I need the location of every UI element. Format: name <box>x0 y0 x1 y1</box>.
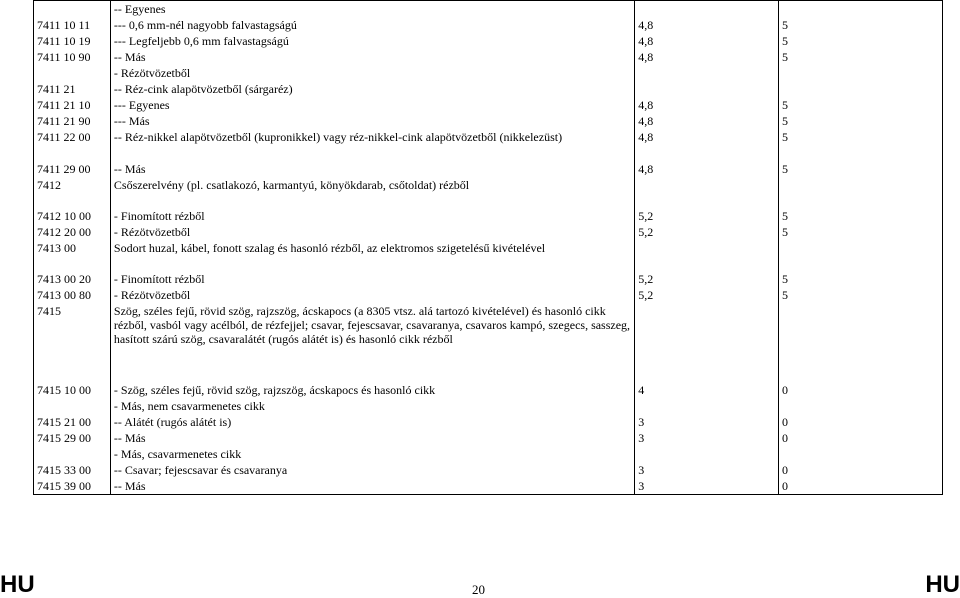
description-cell: - Rézötvözetből <box>110 224 634 240</box>
description-cell: - Rézötvözetből <box>110 65 634 81</box>
cn-code-cell: 7411 10 11 <box>34 17 111 33</box>
duty-rate-cell: 5,2 <box>635 208 779 224</box>
cn-code-cell: 7411 21 10 <box>34 97 111 113</box>
cn-code-cell: 7411 29 00 <box>34 161 111 177</box>
cn-code-cell <box>34 398 111 414</box>
category-cell: 5 <box>779 287 943 303</box>
cn-code-cell: 7411 21 90 <box>34 113 111 129</box>
table-row <box>34 97 943 113</box>
duty-rate-cell <box>635 177 779 208</box>
table-row <box>34 177 943 208</box>
tariff-table-body <box>34 1 943 495</box>
description-cell: -- Egyenes <box>110 1 634 18</box>
category-cell <box>779 1 943 18</box>
category-cell <box>779 446 943 462</box>
category-cell: 5 <box>779 224 943 240</box>
duty-rate-cell <box>635 398 779 414</box>
duty-rate-cell: 3 <box>635 430 779 446</box>
table-row <box>34 303 943 382</box>
duty-rate-cell <box>635 303 779 382</box>
footer-language-code-left: HU <box>0 571 35 598</box>
table-row <box>34 81 943 97</box>
table-row <box>34 240 943 271</box>
cn-code-cell <box>34 1 111 18</box>
table-row <box>34 1 943 18</box>
category-cell <box>779 177 943 208</box>
table-row <box>34 129 943 161</box>
table-row <box>34 462 943 478</box>
description-cell: - Szög, széles fejű, rövid szög, rajzszög, ácskapocs és hasonló cikk <box>110 382 634 398</box>
duty-rate-cell <box>635 446 779 462</box>
cn-code-cell: 7411 10 90 <box>34 49 111 65</box>
category-cell: 0 <box>779 382 943 398</box>
duty-rate-cell <box>635 81 779 97</box>
category-cell: 5 <box>779 271 943 287</box>
cn-code-cell: 7413 00 80 <box>34 287 111 303</box>
table-row <box>34 17 943 33</box>
description-cell: - Rézötvözetből <box>110 287 634 303</box>
table-row <box>34 414 943 430</box>
duty-rate-cell: 5,2 <box>635 287 779 303</box>
duty-rate-cell: 4,8 <box>635 129 779 161</box>
cn-code-cell: 7411 21 <box>34 81 111 97</box>
cn-code-cell: 7415 29 00 <box>34 430 111 446</box>
description-cell: -- Más <box>110 478 634 495</box>
duty-rate-cell: 5,2 <box>635 271 779 287</box>
table-row <box>34 224 943 240</box>
category-cell: 5 <box>779 208 943 224</box>
duty-rate-cell: 4,8 <box>635 33 779 49</box>
cn-code-cell: 7415 <box>34 303 111 382</box>
description-cell: --- Más <box>110 113 634 129</box>
table-row <box>34 446 943 462</box>
tariff-table <box>33 0 943 495</box>
footer-language-code-right: HU <box>925 571 960 598</box>
duty-rate-cell: 4,8 <box>635 161 779 177</box>
table-row <box>34 398 943 414</box>
category-cell <box>779 65 943 81</box>
category-cell: 5 <box>779 161 943 177</box>
description-cell: --- 0,6 mm-nél nagyobb falvastagságú <box>110 17 634 33</box>
duty-rate-cell <box>635 65 779 81</box>
cn-code-cell <box>34 65 111 81</box>
description-cell: Szög, széles fejű, rövid szög, rajzszög, ácskapocs (a 8305 vtsz. alá tartozó kivételével) és hasonló cikk rézből, vasból vagy acélból, de rézfejjel; csavar, fejescsavar, csavaranya, csavaros kampó, szegecs, sasszeg, hasított szárú szög, csavaralátét (rugós alátét is) és hasonló cikk rézből <box>110 303 634 382</box>
duty-rate-cell: 5,2 <box>635 224 779 240</box>
duty-rate-cell: 4,8 <box>635 17 779 33</box>
category-cell: 0 <box>779 462 943 478</box>
duty-rate-cell: 4 <box>635 382 779 398</box>
category-cell <box>779 303 943 382</box>
category-cell: 0 <box>779 430 943 446</box>
cn-code-cell: 7411 22 00 <box>34 129 111 161</box>
table-row <box>34 49 943 65</box>
cn-code-cell: 7415 10 00 <box>34 382 111 398</box>
table-row <box>34 382 943 398</box>
description-cell: - Más, csavarmenetes cikk <box>110 446 634 462</box>
table-row <box>34 113 943 129</box>
cn-code-cell: 7412 20 00 <box>34 224 111 240</box>
table-row <box>34 271 943 287</box>
table-row <box>34 65 943 81</box>
duty-rate-cell: 3 <box>635 462 779 478</box>
table-row <box>34 430 943 446</box>
category-cell: 5 <box>779 97 943 113</box>
description-cell: --- Legfeljebb 0,6 mm falvastagságú <box>110 33 634 49</box>
cn-code-cell: 7415 21 00 <box>34 414 111 430</box>
cn-code-cell: 7415 33 00 <box>34 462 111 478</box>
category-cell <box>779 398 943 414</box>
table-row <box>34 478 943 495</box>
category-cell: 5 <box>779 17 943 33</box>
category-cell <box>779 240 943 271</box>
category-cell: 0 <box>779 478 943 495</box>
description-cell: -- Más <box>110 49 634 65</box>
description-cell: - Finomított rézből <box>110 271 634 287</box>
description-cell: -- Réz-nikkel alapötvözetből (kupronikkel) vagy réz-nikkel-cink alapötvözetből (nikkelezüst) <box>110 129 634 161</box>
duty-rate-cell: 4,8 <box>635 49 779 65</box>
duty-rate-cell: 4,8 <box>635 113 779 129</box>
cn-code-cell: 7412 10 00 <box>34 208 111 224</box>
category-cell: 5 <box>779 33 943 49</box>
duty-rate-cell <box>635 240 779 271</box>
cn-code-cell: 7413 00 <box>34 240 111 271</box>
cn-code-cell <box>34 446 111 462</box>
description-cell: -- Csavar; fejescsavar és csavaranya <box>110 462 634 478</box>
table-row <box>34 287 943 303</box>
category-cell: 0 <box>779 414 943 430</box>
cn-code-cell: 7415 39 00 <box>34 478 111 495</box>
category-cell <box>779 81 943 97</box>
description-cell: -- Más <box>110 430 634 446</box>
description-cell: -- Más <box>110 161 634 177</box>
description-cell: --- Egyenes <box>110 97 634 113</box>
duty-rate-cell: 4,8 <box>635 97 779 113</box>
description-cell: -- Réz-cink alapötvözetből (sárgaréz) <box>110 81 634 97</box>
cn-code-cell: 7413 00 20 <box>34 271 111 287</box>
category-cell: 5 <box>779 129 943 161</box>
category-cell: 5 <box>779 113 943 129</box>
page-number: 20 <box>472 582 485 597</box>
cn-code-cell: 7411 10 19 <box>34 33 111 49</box>
duty-rate-cell: 3 <box>635 478 779 495</box>
duty-rate-cell <box>635 1 779 18</box>
duty-rate-cell: 3 <box>635 414 779 430</box>
table-row <box>34 33 943 49</box>
table-row <box>34 208 943 224</box>
category-cell: 5 <box>779 49 943 65</box>
description-cell: -- Alátét (rugós alátét is) <box>110 414 634 430</box>
description-cell: Sodort huzal, kábel, fonott szalag és hasonló rézből, az elektromos szigetelésű kivételével <box>110 240 634 271</box>
description-cell: Csőszerelvény (pl. csatlakozó, karmantyú, könyökdarab, csőtoldat) rézből <box>110 177 634 208</box>
description-cell: - Finomított rézből <box>110 208 634 224</box>
cn-code-cell: 7412 <box>34 177 111 208</box>
table-row <box>34 161 943 177</box>
description-cell: - Más, nem csavarmenetes cikk <box>110 398 634 414</box>
